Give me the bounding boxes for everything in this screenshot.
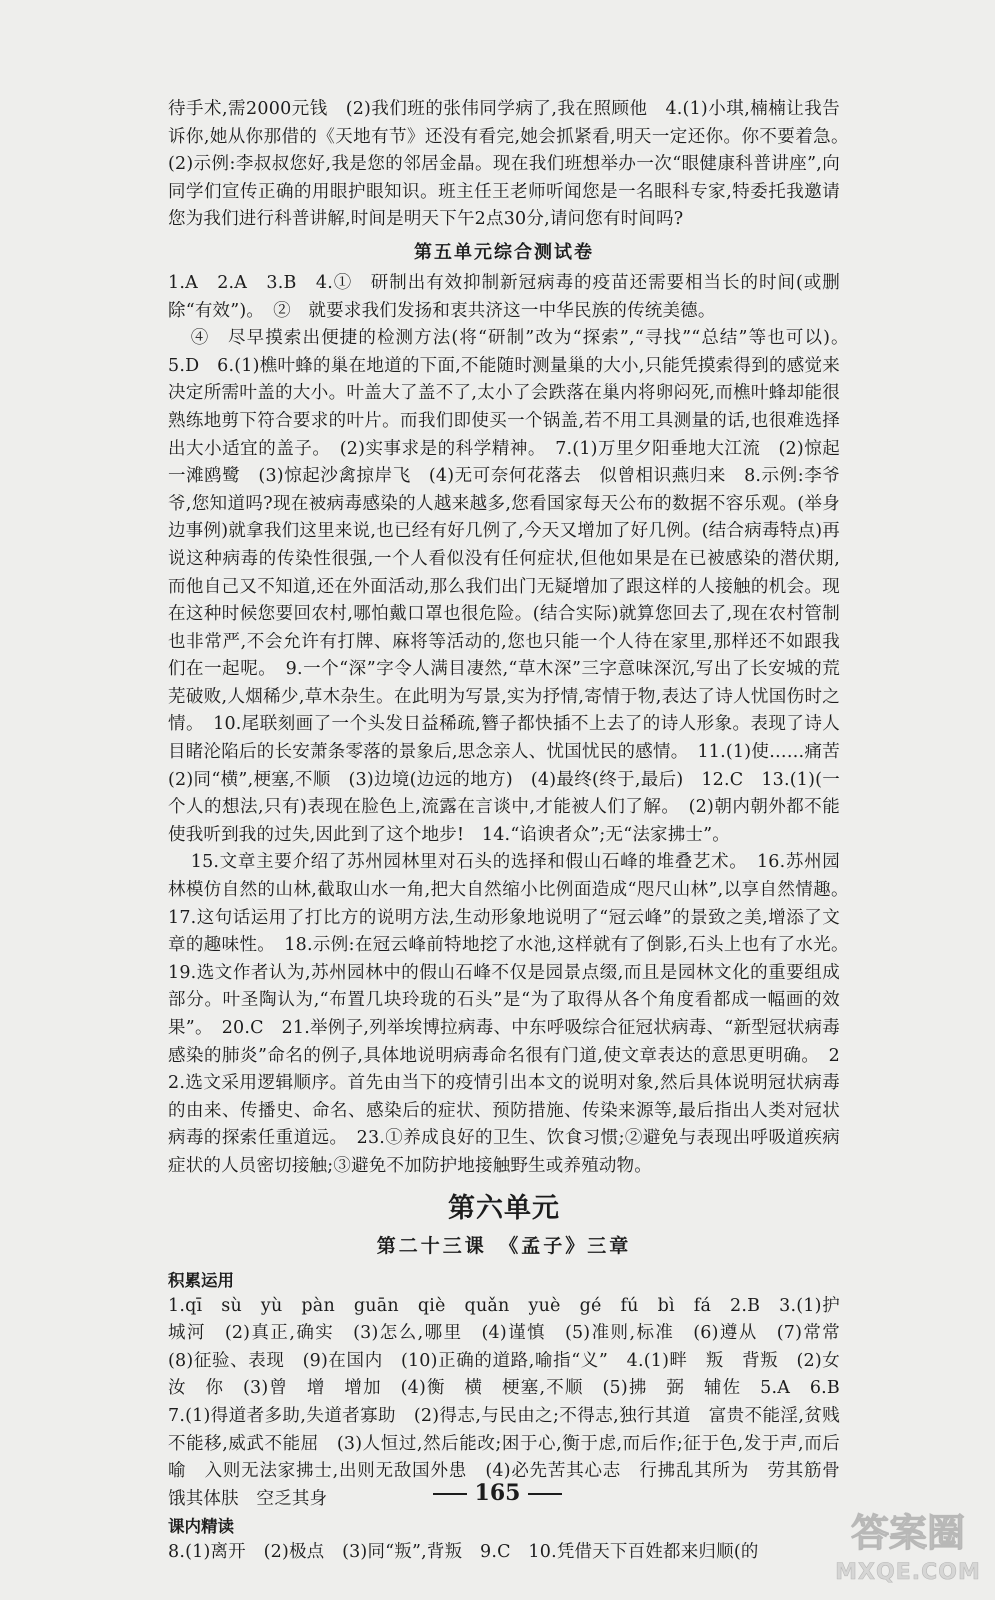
answer-block-top: 待手术,需2000元钱 (2)我们班的张伟同学病了,我在照顾他 4.(1)小琪,楠楠让我告诉你,她从你那借的《天地有节》还没有看完,她会抓紧看,明天一定还你。你不要着急。 (2)示例:李叔叔您好,我是您的邻居金晶。现在我们班想举办一次“眼健康科普讲座”,向同学们宣传正确的用眼护眼知识。班主任王老师听闻您是一名眼科专家,特委托我邀请您为我们进行科普讲解,时间是明天下午2点30分,请问您有时间吗? (168, 99, 858, 230)
watermark-domain: MXQE.COM (835, 1560, 981, 1585)
section-reading-label: 课内精读 (168, 1517, 234, 1537)
lesson23-title: 第二十三课 《孟子》三章 (376, 1234, 632, 1257)
unit6-title: 第六单元 (448, 1192, 560, 1224)
page-content (168, 96, 858, 1567)
page-number: 165 (474, 1480, 521, 1506)
section-accumulate-label: 积累运用 (168, 1270, 234, 1290)
watermark-logo (833, 1500, 983, 1592)
unit5-test-title: 第五单元综合测试卷 (414, 241, 594, 263)
unit5-answers-3: 15.文章主要介绍了苏州园林里对石头的选择和假山石峰的堆叠艺术。 16.苏州园林模仿自然的山林,截取山水一角,把大自然缩小比例面造成“咫尺山林”,以享自然情趣。 17.这句话运用了打比方的说明方法,生动形象地说明了“冠云峰”的景致之美,增添了文章的趣味性。 18.示例:在冠云峰前特地挖了水池,这样就有了倒影,石头上也有了水光。 19.选文作者认为,苏州园林中的假山石峰不仅是园景点缀,而且是园林文化的重要组成部分。叶圣陶认为,“布置几块玲珑的石头”是“为了取得从各个角度看都成一幅画的效果”。 20.C 21.举例子,列举埃博拉病毒、中东呼吸综合征冠状病毒、“新型冠状病毒感染的肺炎”命名的例子,具体地说明病毒命名很有门道,使文章表达的意思更明确。 22.选文采用逻辑顺序。首先由当下的疫情引出本文的说明对象,然后具体说明冠状病毒的由来、传播史、命名、感染后的症状、预防措施、传染来源等,最后指出人类对冠状病毒的探索任重道远。 23.①养成良好的卫生、饮食习惯;②避免与表现出呼吸道疾病症状的人员密切接触;③避免不加防护地接触野生或养殖动物。 (168, 852, 858, 1176)
footer-dash-right (528, 1493, 562, 1495)
reading-answers: 8.(1)离开 (2)极点 (3)同“叛”,背叛 9.C 10.凭借天下百姓都来归顺(的 (168, 1542, 759, 1563)
unit5-answers-2: ④ 尽早摸索出便捷的检测方法(将“研制”改为“探索”,“寻找”“总结”等也可以)。 5.D 6.(1)樵叶蜂的巢在地道的下面,不能随时测量巢的大小,只能凭摸索得到的感觉来决定所需叶盖的大小。叶盖大了盖不了,太小了会跌落在巢内将卵闷死,而樵叶蜂却能很熟练地剪下符合要求的叶片。而我们即使买一个锅盖,若不用工具测量的话,也很难选择出大小适宜的盖子。 (2)实事求是的科学精神。 7.(1)万里夕阳垂地大江流 (2)惊起一滩鸥鹭 (3)惊起沙禽掠岸飞 (4)无可奈何花落去 似曾相识燕归来 8.示例:李爷爷,您知道吗?现在被病毒感染的人越来越多,您看国家每天公布的数据不容乐观。(举身边事例)就拿我们这里来说,也已经有好几例了,今天又增加了好几例。(结合病毒特点)再说这种病毒的传染性很强,一个人看似没有任何症状,但他如果是在已被感染的潜伏期,而他自己又不知道,还在外面活动,那么我们出门无疑增加了跟这样的人接触的机会。现在这种时候您要回农村,哪怕戴口罩也很危险。(结合实际)就算您回去了,现在农村管制也非常严,不会允许有打牌、麻将等活动的,您也只能一个人待在家里,那样还不如跟我们在一起呢。 9.一个“深”字令人满目凄然,“草木深”三字意味深沉,写出了长安城的荒芜破败,人烟稀少,草木杂生。在此明为写景,实为抒情,寄情于物,表达了诗人忧国伤时之情。 10.尾联刻画了一个头发日益稀疏,簪子都快插不上去了的诗人形象。表现了诗人目睹沦陷后的长安萧条零落的景象后,思念亲人、忧国忧民的感情。 11.(1)使……痛苦 (2)同“横”,梗塞,不顺 (3)边境(边远的地方) (4)最终(终于,最后) 12.C 13.(1)(一个人的想法,只有)表现在脸色上,流露在言谈中,才能被人们了解。 (2)朝内朝外都不能使我听到我的过失,因此到了这个地步! 14.“谄谀者众”;无“法家拂士”。 (168, 328, 858, 845)
watermark-text: 答案圈 (850, 1510, 965, 1555)
unit5-answers-1: 1.A 2.A 3.B 4.① 研制出有效抑制新冠病毒的疫苗还需要相当长的时间(或删除“有效”)。 ② 就要求我们发扬和衷共济这一中华民族的传统美德。 (168, 272, 840, 321)
footer-dash-left (433, 1493, 467, 1495)
accumulate-answers: 1.qī sù yù pàn guān qiè quǎn yuè gé fú bì fá 2.B 3.(1)护城河 (2)真正,确实 (3)怎么,哪里 (4)谨慎 (5)准则,标准 (6)遵从 (7)常常 (8)征验、表现 (9)在国内 (10)正确的道路,喻指“义” 4.(1)畔 叛 背叛 (2)女 汝 你 (3)曾 增 增加 (4)衡 横 梗塞,不顺 (5)拂 弼 辅佐 5.A 6.B 7.(1)得道者多助,失道者寡助 (2)得志,与民由之;不得志,独行其道 富贵不能淫,贫贱不能移,威武不能屈 (3)人恒过,然后能改;困于心,衡于虑,而后作;征于色,发于声,而后喻 入则无法家拂士,出则无敌国外患 (4)必先苦其心志 行拂乱其所为 劳其筋骨 饿其体肤 空乏其身 (168, 1295, 858, 1509)
